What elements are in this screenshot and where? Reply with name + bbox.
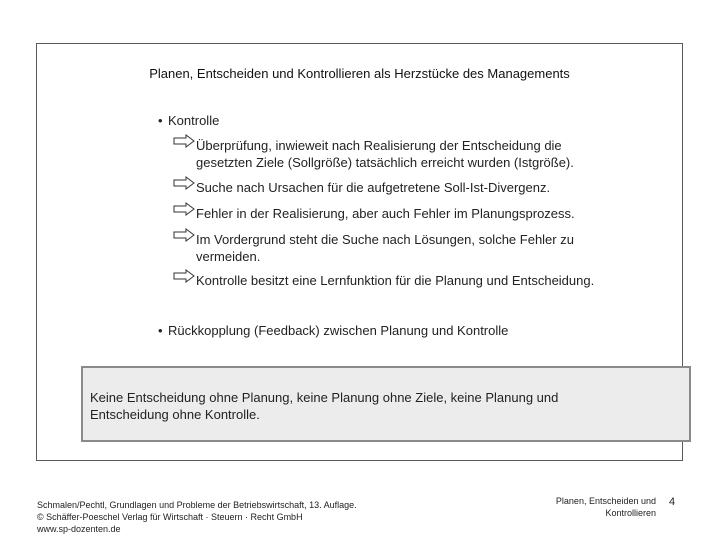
- outlined-right-arrow-icon: [173, 134, 195, 148]
- slide-frame: [36, 43, 683, 461]
- bullet-label: Kontrolle: [168, 113, 220, 128]
- sub-item-line: gesetzten Ziele (Sollgröße) tatsächlich erreicht wurden (Istgröße).: [196, 155, 574, 170]
- callout-line: Keine Entscheidung ohne Planung, keine Planung ohne Ziele, keine Planung und: [90, 390, 559, 405]
- bullet-kontrolle: [158, 113, 219, 128]
- bullet-marker: •: [158, 113, 163, 128]
- summary-callout-box: [81, 366, 691, 442]
- outlined-right-arrow-icon: [173, 176, 195, 190]
- footer-source-line: Schmalen/Pechtl, Grundlagen und Probleme der Betriebswirtschaft, 13. Auflage.: [37, 500, 357, 510]
- sub-item-line: Kontrolle besitzt eine Lernfunktion für die Planung und Entscheidung.: [196, 273, 595, 288]
- sub-item: [173, 137, 643, 171]
- bullet-marker: •: [158, 323, 163, 338]
- sub-item: [173, 205, 643, 222]
- outlined-right-arrow-icon: [173, 269, 195, 283]
- outlined-right-arrow-icon: [173, 228, 195, 242]
- footer-chapter-line: Planen, Entscheiden und: [555, 496, 656, 506]
- sub-item-line: Überprüfung, inwieweit nach Realisierung der Entscheidung die: [196, 138, 562, 153]
- sub-item: [173, 272, 643, 289]
- footer-chapter-line: Kontrollieren: [605, 508, 656, 518]
- sub-item-line: Suche nach Ursachen für die aufgetretene Soll-Ist-Divergenz.: [196, 180, 551, 195]
- sub-item-line: Im Vordergrund steht die Suche nach Lösungen, solche Fehler zu: [196, 232, 574, 247]
- sub-item: [173, 179, 643, 196]
- footer-chapter: [520, 495, 656, 519]
- footer-source-line: © Schäffer-Poeschel Verlag für Wirtschaft · Steuern · Recht GmbH: [37, 512, 303, 522]
- bullet-rueckkopplung: [158, 323, 508, 338]
- callout-line: Entscheidung ohne Kontrolle.: [90, 407, 260, 422]
- sub-item: [173, 231, 643, 265]
- page-number: 4: [669, 496, 676, 508]
- footer-source-line: www.sp-dozenten.de: [37, 524, 121, 534]
- footer-source: [37, 499, 357, 535]
- outlined-right-arrow-icon: [173, 202, 195, 216]
- bullet-label: Rückkopplung (Feedback) zwischen Planung und Kontrolle: [168, 323, 509, 338]
- sub-item-line: Fehler in der Realisierung, aber auch Fehler im Planungsprozess.: [196, 206, 575, 221]
- sub-item-line: vermeiden.: [196, 249, 261, 264]
- slide-title: Planen, Entscheiden und Kontrollieren als Herzstücke des Managements: [149, 66, 570, 81]
